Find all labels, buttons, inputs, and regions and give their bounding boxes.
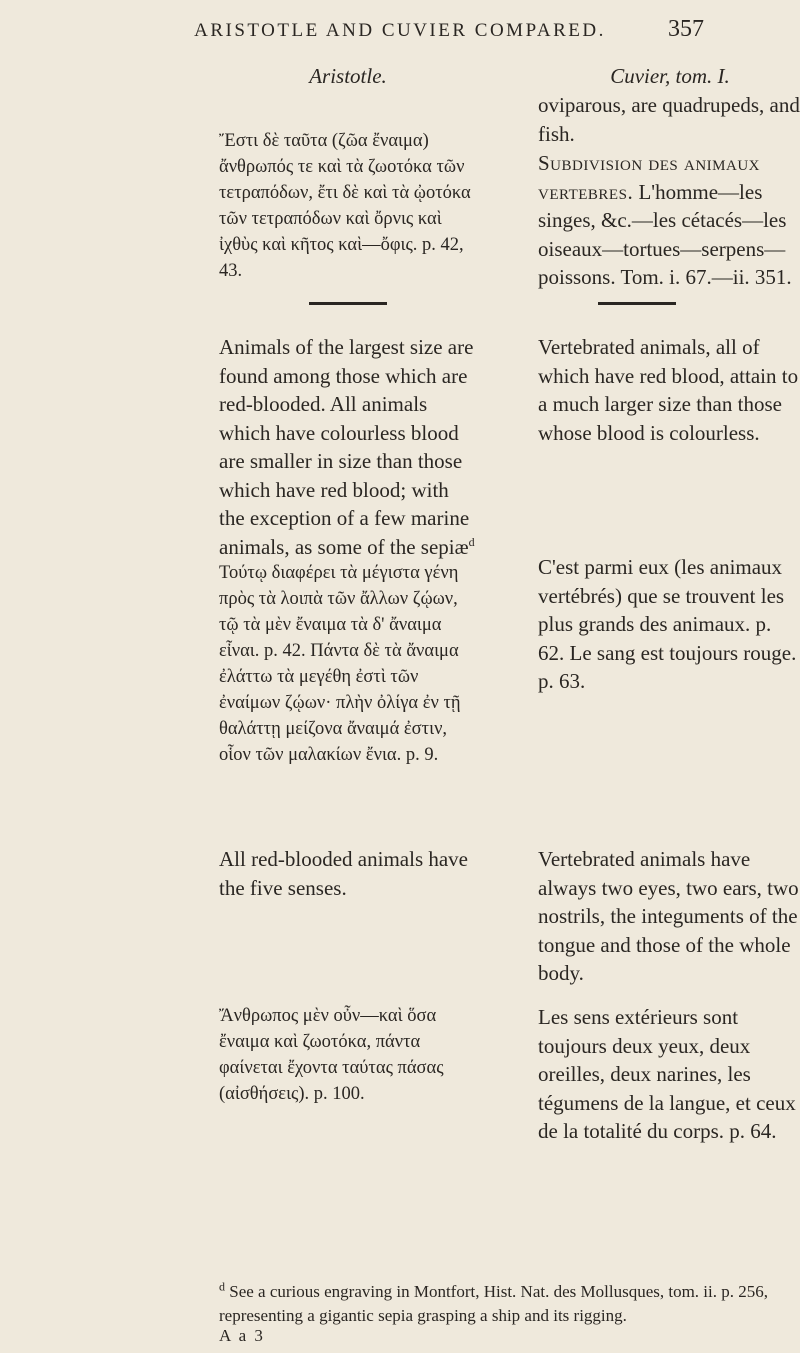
greek-passage-3: Ἄνθρωπος μὲν οὖν—καὶ ὅσα ἔναιμα καὶ ζωοτόκα, πάντα φαίνεται ἔχοντα ταύτας πάσας (αἰσθήσεις). p. 100. — [219, 1006, 444, 1104]
english-passage-3: All red-blooded animals have the five senses. — [219, 847, 469, 900]
subdivision-label: Subdivision des animaux vertebres. — [538, 151, 761, 204]
footnote-marker: d — [219, 1279, 225, 1294]
english-passage-right-2: Vertebrated animals, all of which have red blood, attain to a much larger size than those whose blood is colourless. — [538, 335, 799, 445]
footnote — [219, 1280, 779, 1328]
page-number: 357 — [668, 16, 704, 42]
french-passage-2: C'est parmi eux (les animaux vertébrés) que se trouvent les plus grands des animaux. p. 62. Le sang est toujours rouge. p. 63. — [538, 555, 797, 693]
cuvier-line-1: oviparous, are quadrupeds, and fish. — [538, 93, 800, 146]
running-head-title: ARISTOTLE AND CUVIER COMPARED. — [194, 20, 606, 41]
english-passage-2-text: Animals of the largest size are found among those which are red-blooded. All animals which have colourless blood are smaller in size than those which have red blood; with the exception of a few marine animals, as some of the sepiæ — [219, 335, 474, 559]
signature-mark: A a 3 — [219, 1326, 265, 1345]
aristotle-column — [219, 62, 477, 91]
french-passage-3: Les sens extérieurs sont toujours deux yeux, deux oreilles, deux narines, les tégumens de la langue, et ceux de la totalité du corps. p. 64. — [538, 1005, 796, 1143]
horizontal-rule — [309, 302, 387, 305]
horizontal-rule-right — [598, 302, 676, 305]
footnote-text: See a curious engraving in Montfort, Hist. Nat. des Mollusques, tom. ii. p. 256, representing a gigantic sepia grasping a ship and its rigging. — [219, 1282, 768, 1325]
greek-passage-1: Ἔστι δὲ ταῦτα (ζῶα ἔναιμα) ἄνθρωπός τε καὶ τὰ ζωοτόκα τῶν τετραπόδων, ἔτι δὲ καὶ τὰ ᾠοτόκα τῶν τετραπόδων καὶ ὄρνις καὶ ἰχθὺς καὶ κῆτος καὶ—ὄφις. p. 42, 43. — [219, 131, 471, 281]
aristotle-heading: Aristotle. — [309, 64, 387, 88]
footnote-ref: d — [468, 534, 475, 549]
rule-wrap-right — [538, 302, 800, 305]
rule-wrap — [219, 302, 477, 305]
subdivision-paragraph — [538, 149, 800, 292]
english-passage-right-3: Vertebrated animals have always two eyes, two ears, two nostrils, the integuments of the tongue and those of the whole body. — [538, 847, 799, 985]
english-passage-2 — [219, 333, 477, 561]
subdivision-text: L'homme—les singes, &c.—les cétacés—les oiseaux—tortues—serpens—poissons. Tom. i. 67.—ii. 351. — [538, 179, 792, 289]
cuvier-heading: Cuvier, tom. I. — [610, 64, 730, 88]
greek-passage-2: Τούτῳ διαφέρει τὰ μέγιστα γένη πρὸς τὰ λοιπὰ τῶν ἄλλων ζῴων, τῷ τὰ μὲν ἔναιμα τὰ δ' ἄναιμα εἶναι. p. 42. Πάντα δὲ τὰ ἄναιμα ἐλάττω τὰ μεγέθη ἐστὶ τῶν ἐναίμων ζῴων· πλὴν ὀλίγα ἐν τῇ θαλάττῃ μείζονα ἄναιμά ἐστιν, οἷον τῶν μαλακίων ἔνια. p. 9. — [219, 563, 461, 765]
